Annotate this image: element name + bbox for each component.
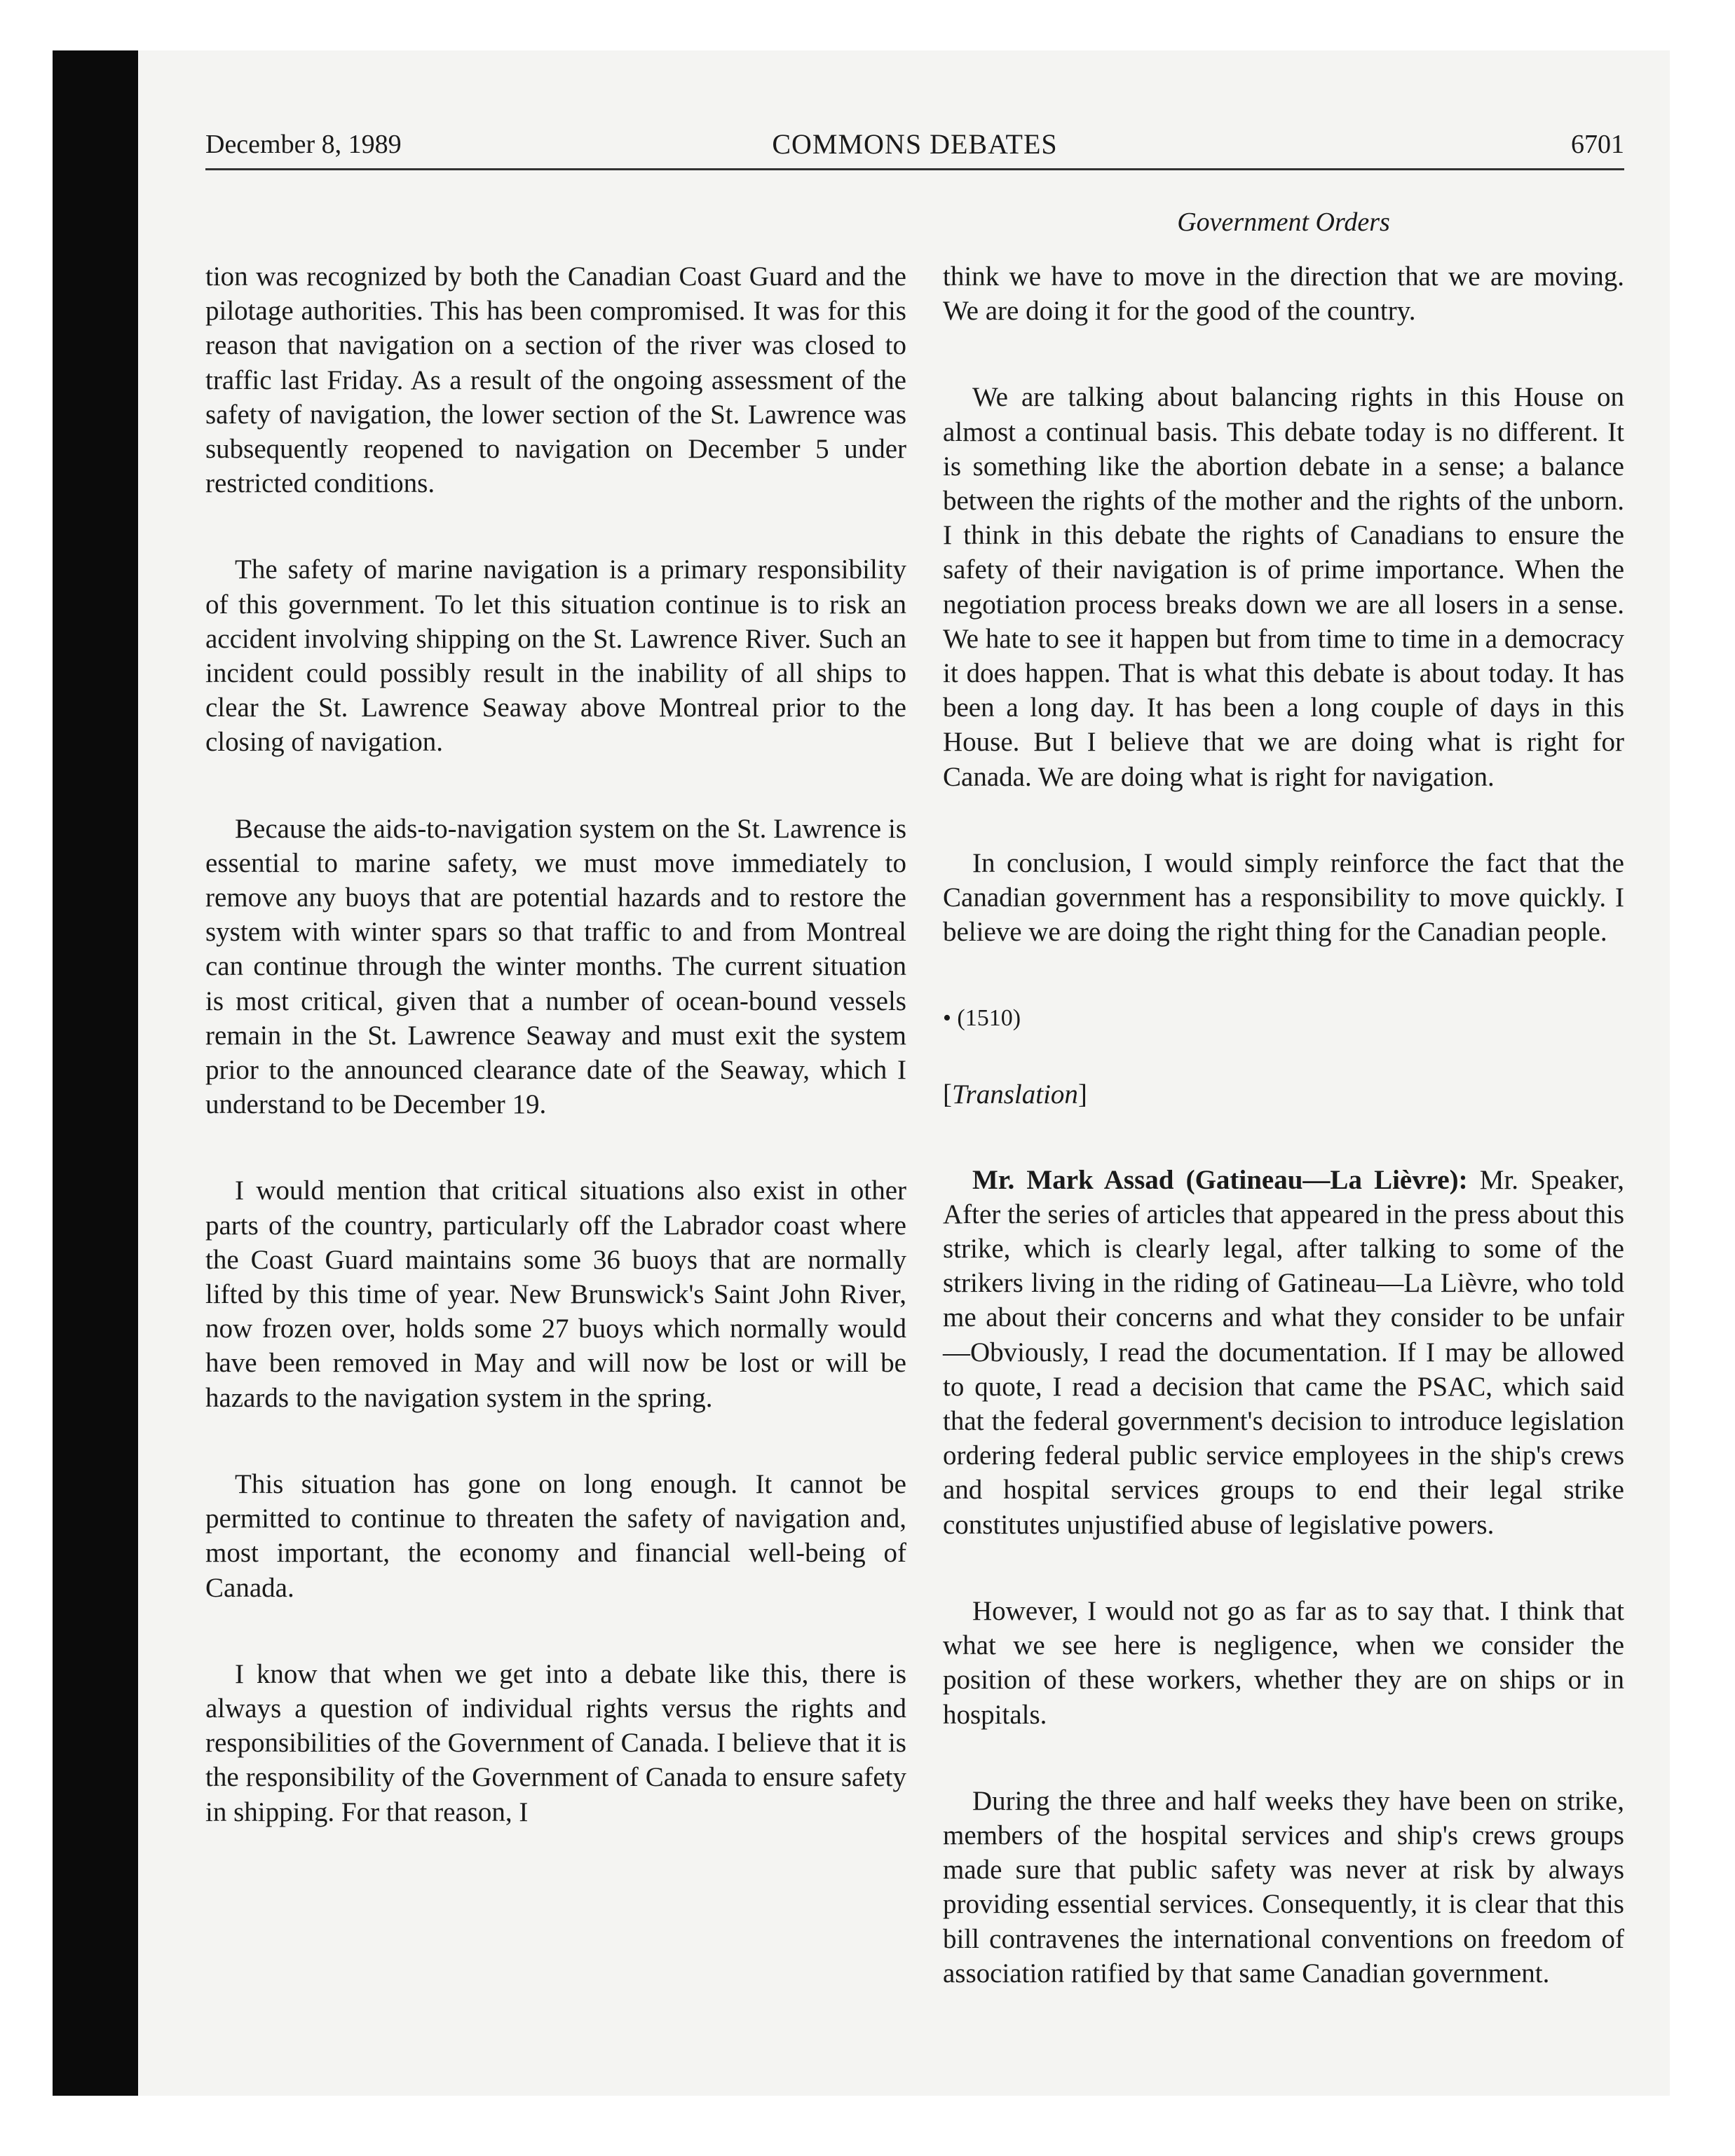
paragraph: Because the aids-to-navigation system on the St. Lawrence is essential to marine safety, we must move immediately to remove any buoys that are potential hazards and to restore the system with winter spars so that traffic to and from Montreal can continue through the winter months. The current situation is most critical, given that a number of ocean-bound vessels remain in the St. Lawrence Seaway and must exit the system prior to the announced clearance date of the Seaway, which I understand to be December 19.: [205, 813, 906, 1120]
scan-border: [53, 50, 138, 2096]
header-page-number: 6701: [1571, 130, 1624, 159]
right-column: [943, 259, 1624, 2042]
time-marker: • (1510): [943, 1005, 1021, 1032]
paragraph: The safety of marine navigation is a primary responsibility of this government. To let this situation continue is to risk an accident involving shipping on the St. Lawrence River. Such an incident could possibly result in the inability of all ships to clear the St. Lawrence Seaway above Montreal prior to the closing of navigation.: [205, 554, 906, 758]
speaker-text: Mr. Speaker, After the series of articles that appeared in the press about this strike, which is clearly legal, after talking to some of the strikers living in the riding of Gatineau—La Lièvre, who told me about their concerns and what they consider to be unfair—Obviously, I read the documentation. If I may be allowed to quote, I read a decision that came the PSAC, which said that the federal government's decision to introduce legislation ordering federal public service employees in the ship's crews and hospital services groups to end their legal strike constitutes unjustified abuse of legislative powers.: [943, 1164, 1624, 1540]
paragraph: During the three and half weeks they have been on strike, members of the hospital services and ship's crews groups made sure that public safety was never at risk by always providing essential services. Consequently, it is clear that this bill contravenes the international conventions on freedom of association ratified by that same Canadian government.: [943, 1785, 1624, 1988]
speaker-name: Mr. Mark Assad (Gatineau—La Lièvre):: [972, 1164, 1468, 1195]
paragraph: We are talking about balancing rights in this House on almost a continual basis. This debate today is no different. It is something like the abortion debate in a sense; a balance between the rights of the mother and the rights of the unborn. I think in this debate the rights of Canadians to ensure the safety of their navigation is of prime importance. When the negotiation process breaks down we are all losers in a sense. We hate to see it happen but from time to time in a democracy it does happen. That is what this debate is about today. It has been a long day. It has been a long couple of days in this House. But I believe that we are doing what is right for Canada. We are doing what is right for navigation.: [943, 382, 1624, 792]
translation-bracket-open: [: [943, 1079, 952, 1110]
header-title: COMMONS DEBATES: [772, 128, 1058, 160]
speaker-paragraph: [943, 1163, 1624, 1542]
paragraph: I would mention that critical situations also exist in other parts of the country, particularly off the Labrador coast where the Coast Guard maintains some 36 buoys that are normally lifted by this time of year. New Brunswick's Saint John River, now frozen over, holds some 27 buoys which normally would have been removed in May and will now be lost or will be hazards to the navigation system in the spring.: [205, 1175, 906, 1413]
section-label: Government Orders: [1177, 207, 1390, 237]
paragraph: However, I would not go as far as to say that. I think that what we see here is negligence, when we consider the position of these workers, whether they are on ships or in hospitals.: [943, 1595, 1624, 1730]
header-rule: [205, 168, 1624, 170]
header-date: December 8, 1989: [205, 130, 402, 159]
paragraph: This situation has gone on long enough. It cannot be permitted to continue to threaten the safety of navigation and, most important, the economy and financial well-being of Canada.: [205, 1468, 906, 1603]
paragraph: tion was recognized by both the Canadian Coast Guard and the pilotage authorities. This has been compromised. It was for this reason that navigation on a section of the river was closed to traffic last Friday. As a result of the ongoing assessment of the safety of navigation, the lower section of the St. Lawrence was subsequently reopened to navigation on December 5 under restricted conditions.: [205, 261, 906, 499]
paragraph: I know that when we get into a debate like this, there is always a question of individual rights versus the rights and responsibilities of the Government of Canada. I believe that it is the responsibility of the Government of Canada to ensure safety in shipping. For that reason, I: [205, 1658, 906, 1827]
page-header: [205, 123, 1624, 165]
paragraph: In conclusion, I would simply reinforce the fact that the Canadian government has a responsibility to move quickly. I believe we are doing the right thing for the Canadian people.: [943, 847, 1624, 948]
translation-bracket-close: ]: [1077, 1079, 1087, 1110]
paragraph: think we have to move in the direction that we are moving. We are doing it for the good of the country.: [943, 261, 1624, 327]
left-column: [205, 259, 906, 1881]
translation-label: Translation: [952, 1079, 1078, 1110]
translation-note: [943, 1077, 1624, 1112]
